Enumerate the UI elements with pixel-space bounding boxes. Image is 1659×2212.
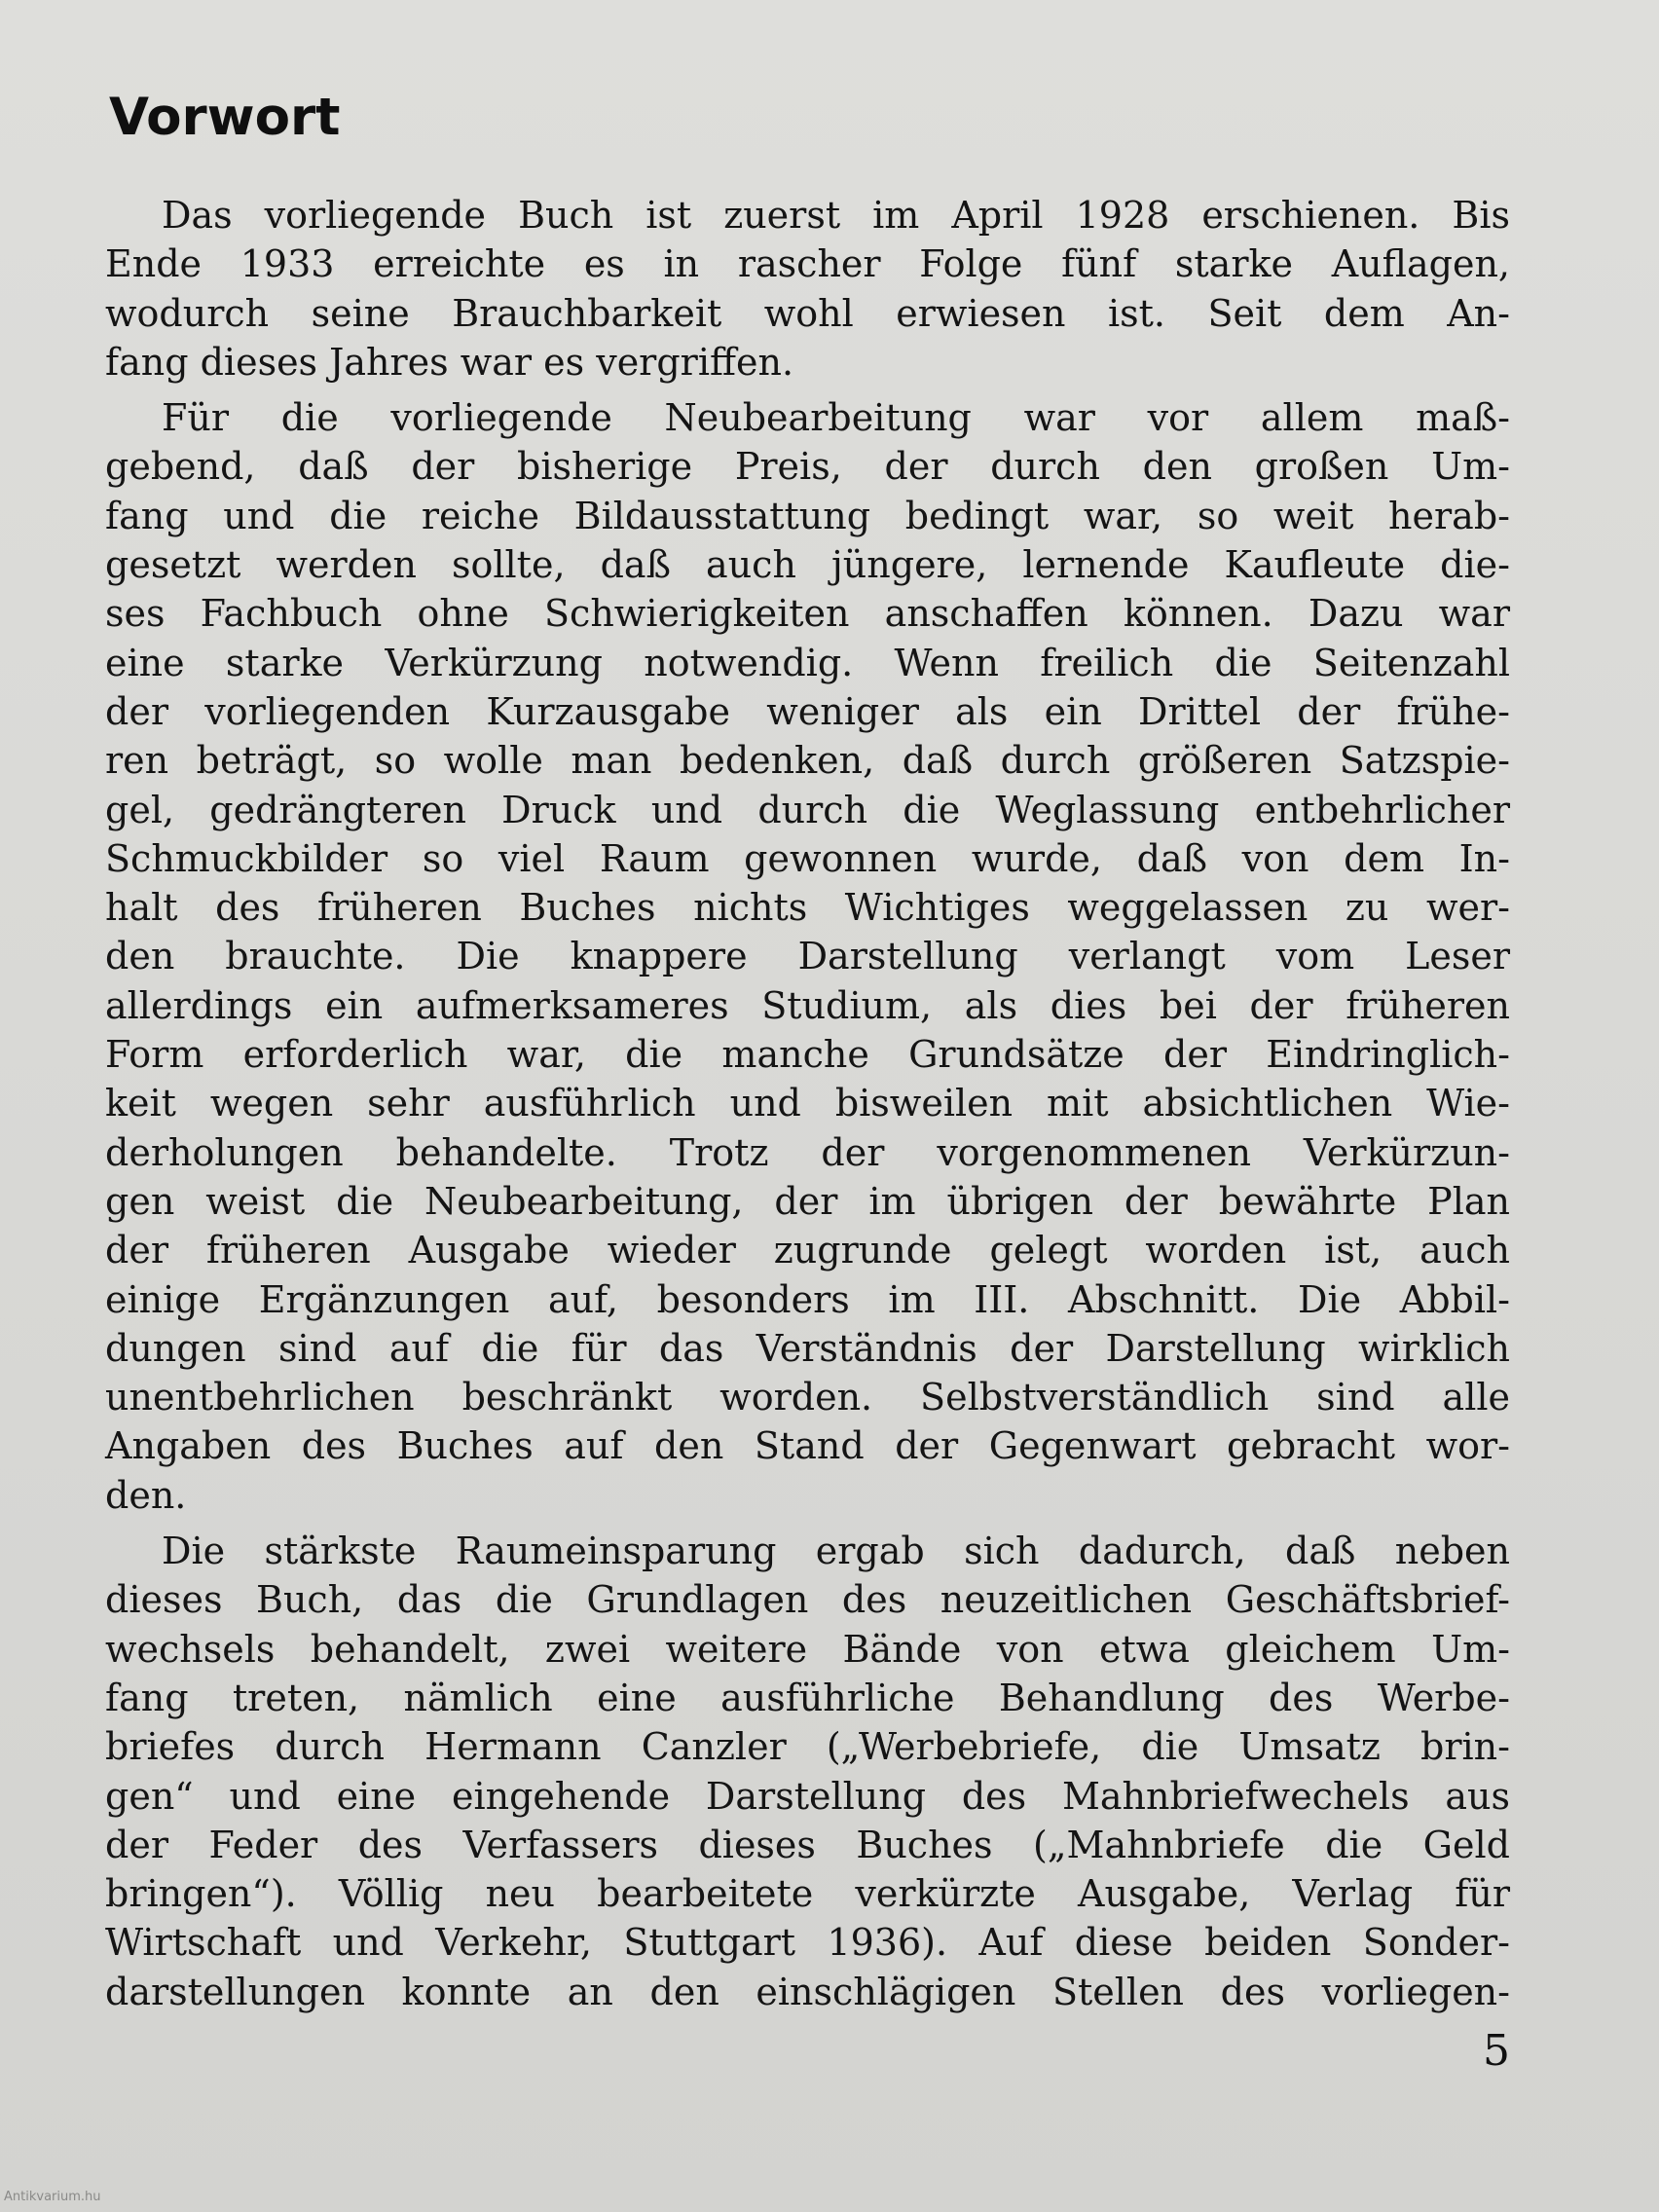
text-line: gen weist die Neubearbeitung, der im übrigen der bewährte Plan — [105, 1179, 1510, 1223]
text-line: Wirtschaft und Verkehr, Stuttgart 1936). Auf diese beiden Sonder- — [105, 1921, 1510, 1965]
text-line: gebend, daß der bisherige Preis, der durch den großen Um- — [105, 445, 1510, 489]
paragraph-gap — [105, 387, 1510, 393]
text-line: Angaben des Buches auf den Stand der Gegenwart gebracht wor- — [105, 1424, 1510, 1468]
text-line: dieses Buch, das die Grundlagen des neuzeitlichen Geschäftsbrief- — [105, 1578, 1510, 1622]
text-line: Das vorliegende Buch ist zuerst im April 1928 erschienen. Bis — [162, 194, 1510, 237]
text-line: fang dieses Jahres war es vergriffen. — [105, 340, 794, 384]
text-line: Die stärkste Raumeinsparung ergab sich dadurch, daß neben — [162, 1530, 1510, 1573]
text-line: gesetzt werden sollte, daß auch jüngere, lernende Kaufleute die- — [105, 543, 1510, 587]
text-line: fang treten, nämlich eine ausführliche Behandlung des Werbe- — [105, 1676, 1510, 1719]
text-line: briefes durch Hermann Canzler („Werbebriefe, die Umsatz brin- — [105, 1725, 1510, 1769]
paragraph-gap — [105, 1520, 1510, 1527]
text-line: der früheren Ausgabe wieder zugrunde gelegt worden ist, auch — [105, 1229, 1510, 1272]
text-line: Schmuckbilder so viel Raum gewonnen wurde, daß von dem In- — [105, 836, 1510, 880]
text-line: halt des früheren Buches nichts Wichtiges weggelassen zu wer- — [105, 886, 1510, 930]
paragraph-2 — [105, 393, 1510, 1520]
text-line: unentbehrlichen beschränkt worden. Selbstverständlich sind alle — [105, 1376, 1510, 1419]
text-line: den. — [105, 1473, 187, 1517]
text-line: ren beträgt, so wolle man bedenken, daß durch größeren Satzspie- — [105, 739, 1510, 783]
text-line: keit wegen sehr ausführlich und bisweilen mit absichtlichen Wie- — [105, 1082, 1510, 1125]
text-line: Für die vorliegende Neubearbeitung war vor allem maß- — [162, 396, 1510, 440]
text-line: fang und die reiche Bildausstattung bedingt war, so weit herab- — [105, 494, 1510, 537]
body-text — [105, 191, 1510, 2016]
page-title: Vorwort — [109, 88, 341, 147]
watermark: Antikvarium.hu — [4, 2190, 101, 2204]
text-line: allerdings ein aufmerksameres Studium, als dies bei der früheren — [105, 983, 1510, 1027]
text-line: einige Ergänzungen auf, besonders im III. Abschnitt. Die Abbil- — [105, 1277, 1510, 1321]
text-line: ses Fachbuch ohne Schwierigkeiten anschaffen können. Dazu war — [105, 592, 1510, 636]
text-line: wodurch seine Brauchbarkeit wohl erwiesen ist. Seit dem An- — [105, 291, 1510, 335]
text-line: gel, gedrängteren Druck und durch die Weglassung entbehrlicher — [105, 788, 1510, 831]
page-number: 5 — [1483, 2026, 1510, 2076]
text-line: bringen“). Völlig neu bearbeitete verkürzte Ausgabe, Verlag für — [105, 1872, 1510, 1916]
paragraph-1 — [105, 191, 1510, 387]
text-line: darstellungen konnte an den einschlägigen Stellen des vorliegen- — [105, 1970, 1510, 2013]
text-line: den brauchte. Die knappere Darstellung verlangt vom Leser — [105, 935, 1510, 978]
text-line: dungen sind auf die für das Verständnis der Darstellung wirklich — [105, 1326, 1510, 1370]
paragraph-3 — [105, 1527, 1510, 2016]
text-line: der Feder des Verfassers dieses Buches („Mahnbriefe die Geld — [105, 1823, 1510, 1866]
text-line: derholungen behandelte. Trotz der vorgenommenen Verkürzun- — [105, 1130, 1510, 1174]
text-line: wechsels behandelt, zwei weitere Bände von etwa gleichem Um- — [105, 1627, 1510, 1671]
text-line: eine starke Verkürzung notwendig. Wenn freilich die Seitenzahl — [105, 641, 1510, 684]
text-line: der vorliegenden Kurzausgabe weniger als ein Drittel der frühe- — [105, 689, 1510, 733]
text-line: Form erforderlich war, die manche Grundsätze der Eindringlich- — [105, 1033, 1510, 1077]
text-line: Ende 1933 erreichte es in rascher Folge fünf starke Auflagen, — [105, 242, 1510, 286]
text-line: gen“ und eine eingehende Darstellung des Mahnbriefwechels aus — [105, 1774, 1510, 1818]
